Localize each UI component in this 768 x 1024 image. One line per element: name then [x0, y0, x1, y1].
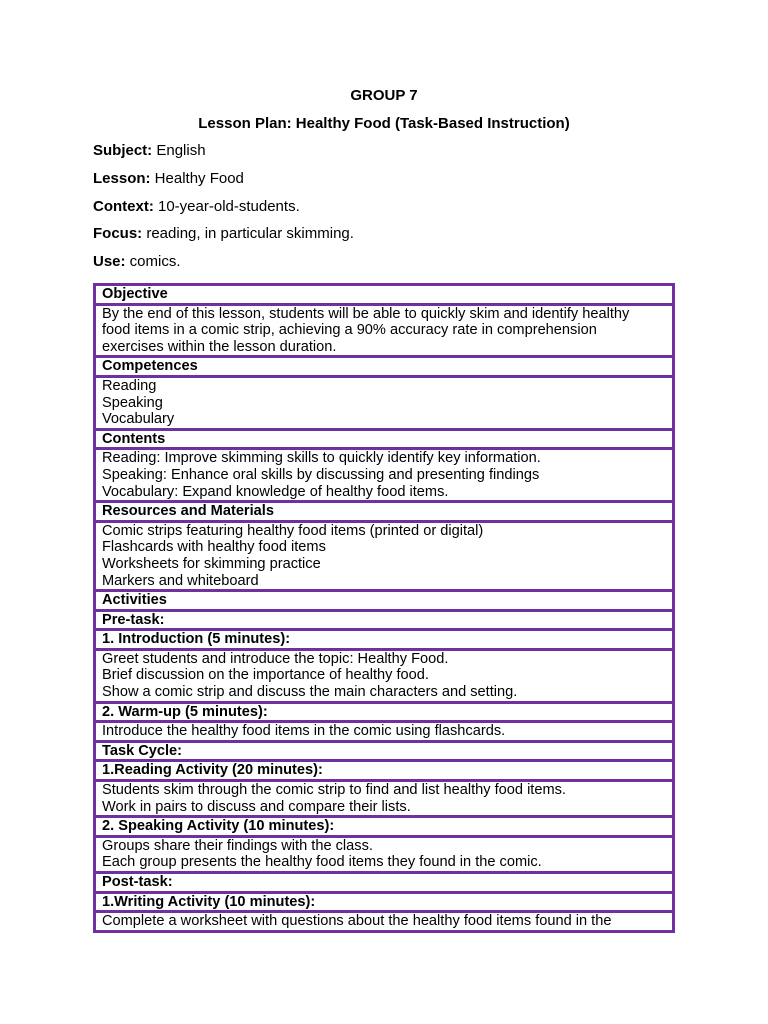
table-row — [95, 702, 674, 722]
meta-value: comics. — [125, 253, 181, 270]
text-line: Vocabulary — [102, 411, 175, 428]
activities-header: Activities — [95, 591, 674, 611]
text-line: Greet students and introduce the topic: Healthy Food. — [102, 650, 449, 667]
text-line: Brief discussion on the importance of healthy food. — [102, 667, 429, 684]
writing-activity-cell — [95, 912, 674, 932]
text-line: Speaking: Enhance oral skills by discussing and presenting findings — [102, 466, 540, 483]
table-row — [95, 376, 674, 429]
text-line: By the end of this lesson, students will be able to quickly skim and identify healthy — [102, 305, 630, 322]
meta-value: Healthy Food — [150, 170, 244, 187]
table-row — [95, 912, 674, 932]
meta-value: reading, in particular skimming. — [142, 225, 354, 242]
reading-activity-header: 1.Reading Activity (20 minutes): — [95, 761, 674, 781]
text-line: Complete a worksheet with questions about the healthy food items found in the — [102, 913, 612, 930]
table-row — [95, 449, 674, 502]
text-line: Markers and whiteboard — [102, 572, 259, 589]
table-row — [95, 304, 674, 357]
resources-header: Resources and Materials — [95, 502, 674, 522]
text-line: Introduce the healthy food items in the comic using flashcards. — [102, 723, 506, 740]
meta-label: Lesson: — [93, 170, 151, 187]
meta-value: 10-year-old-students. — [153, 198, 300, 215]
introduction-cell — [95, 649, 674, 702]
objective-header: Objective — [95, 285, 674, 305]
reading-activity-cell — [95, 781, 674, 817]
warmup-header: 2. Warm-up (5 minutes): — [95, 702, 674, 722]
table-row — [95, 521, 674, 590]
table-row — [95, 610, 674, 630]
meta-label: Use: — [93, 253, 126, 270]
competences-cell — [95, 376, 674, 429]
meta-lesson — [93, 170, 244, 188]
speaking-activity-header: 2. Speaking Activity (10 minutes): — [95, 817, 674, 837]
table-row — [95, 649, 674, 702]
lesson-plan-table — [93, 283, 675, 933]
table-row — [95, 817, 674, 837]
table-row — [95, 630, 674, 650]
table-row — [95, 502, 674, 522]
meta-context — [93, 198, 300, 216]
table-row — [95, 761, 674, 781]
table-row — [95, 429, 674, 449]
post-task-header: Post-task: — [95, 873, 674, 893]
text-line: exercises within the lesson duration. — [102, 338, 337, 355]
contents-cell — [95, 449, 674, 502]
text-line: Each group presents the healthy food items they found in the comic. — [102, 854, 542, 871]
table-row — [95, 781, 674, 817]
text-line: Show a comic strip and discuss the main characters and setting. — [102, 684, 518, 701]
text-line: Groups share their findings with the class. — [102, 837, 373, 854]
meta-subject — [93, 142, 206, 160]
text-line: Flashcards with healthy food items — [102, 539, 326, 556]
speaking-activity-cell — [95, 836, 674, 872]
lesson-title: Lesson Plan: Healthy Food (Task-Based Instruction) — [198, 115, 570, 132]
table-row — [95, 285, 674, 305]
meta-label: Context: — [93, 198, 154, 215]
resources-cell — [95, 521, 674, 590]
table-row — [95, 741, 674, 761]
text-line: Comic strips featuring healthy food items (printed or digital) — [102, 522, 484, 539]
objective-cell — [95, 304, 674, 357]
meta-use — [93, 253, 181, 271]
text-line: Students skim through the comic strip to find and list healthy food items. — [102, 782, 566, 799]
warmup-cell — [95, 722, 674, 742]
table-row — [95, 836, 674, 872]
meta-label: Subject: — [93, 142, 153, 159]
table-row — [95, 892, 674, 912]
text-line: Vocabulary: Expand knowledge of healthy food items. — [102, 483, 449, 500]
text-line: Speaking — [102, 394, 163, 411]
text-line: Work in pairs to discuss and compare their lists. — [102, 798, 411, 815]
text-line: food items in a comic strip, achieving a 90% accuracy rate in comprehension — [102, 322, 597, 339]
meta-label: Focus: — [93, 225, 143, 242]
table-row — [95, 591, 674, 611]
task-cycle-header: Task Cycle: — [95, 741, 674, 761]
text-line: Worksheets for skimming practice — [102, 555, 321, 572]
contents-header: Contents — [95, 429, 674, 449]
text-line: Reading — [102, 377, 157, 394]
table-row — [95, 873, 674, 893]
pretask-header: Pre-task: — [95, 610, 674, 630]
table-row — [95, 357, 674, 377]
introduction-header: 1. Introduction (5 minutes): — [95, 630, 674, 650]
group-title: GROUP 7 — [350, 87, 418, 104]
writing-activity-header: 1.Writing Activity (10 minutes): — [95, 892, 674, 912]
meta-value: English — [152, 142, 206, 159]
meta-focus — [93, 225, 354, 243]
competences-header: Competences — [95, 357, 674, 377]
table-row — [95, 722, 674, 742]
text-line: Reading: Improve skimming skills to quickly identify key information. — [102, 450, 541, 467]
